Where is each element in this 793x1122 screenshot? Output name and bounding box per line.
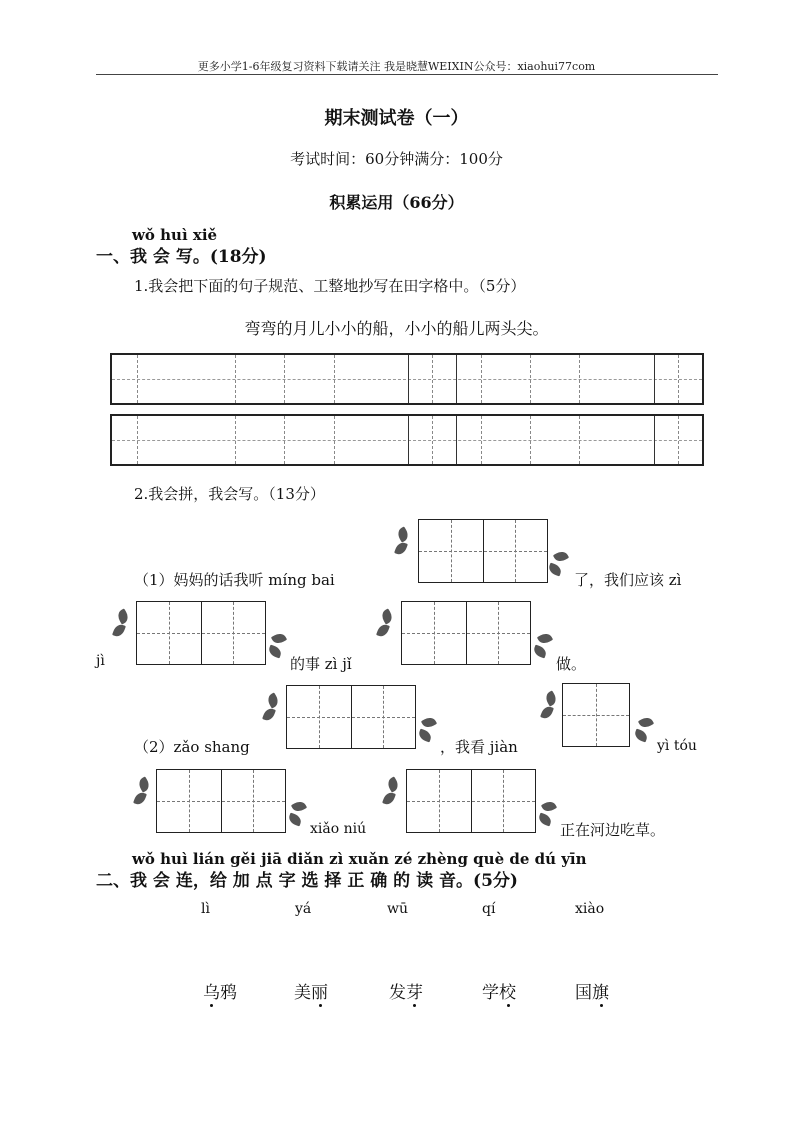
line2-text-a: jì — [96, 653, 105, 669]
question-1: 1.我会把下面的句子规范、工整地抄写在田字格中。（5分） — [134, 277, 526, 295]
leaf-icon — [417, 729, 433, 743]
line3-text-c: yì tóu — [657, 738, 697, 754]
reading-option[interactable]: qí — [482, 901, 496, 917]
line1-text-a: （1）妈妈的话我听 míng bai — [134, 571, 335, 589]
leaf-icon — [382, 791, 396, 807]
answer-box-yitou[interactable] — [156, 769, 286, 833]
line3-text-a: （2）zǎo shang — [134, 738, 250, 756]
leaf-icon — [537, 813, 553, 827]
answer-box-zaoshang[interactable] — [286, 685, 416, 749]
answer-box-xiaoniu[interactable] — [406, 769, 536, 833]
line4-text-a: xiǎo niú — [310, 821, 367, 837]
leaf-icon — [262, 707, 276, 723]
answer-box-mingbai[interactable] — [418, 519, 548, 583]
line2-text-b: 的事 zì jǐ — [290, 655, 352, 673]
leaf-icon — [540, 705, 554, 721]
answer-box-jian[interactable] — [562, 683, 630, 747]
leaf-icon — [112, 623, 126, 639]
leaf-icon — [553, 549, 569, 564]
leaf-icon — [376, 623, 390, 639]
exam-info: 考试时间：60分钟满分：100分 — [290, 150, 503, 168]
page-header: 更多小学1-6年级复习资料下载请关注 我是晓慧WEIXIN公众号：xiaohui77com — [197, 60, 596, 73]
emphasis-dot — [210, 1004, 213, 1007]
part1-heading: 一、我 会 写。(18分) — [96, 247, 267, 267]
page-title: 期末测试卷（一） — [324, 108, 469, 129]
leaf-icon — [265, 692, 280, 708]
header-rule — [96, 74, 718, 75]
answer-box-ji[interactable] — [136, 601, 266, 665]
leaf-icon — [394, 541, 408, 557]
leaf-icon — [133, 791, 147, 807]
leaf-icon — [136, 776, 151, 792]
word-item[interactable]: 学校 — [482, 983, 516, 1003]
word-item[interactable]: 国旗 — [575, 983, 609, 1003]
leaf-icon — [115, 608, 130, 624]
answer-box-ziji[interactable] — [401, 601, 531, 665]
leaf-icon — [379, 608, 394, 624]
writing-grid-row-2[interactable] — [110, 414, 704, 466]
word-item[interactable]: 美丽 — [294, 983, 328, 1003]
leaf-icon — [395, 526, 410, 542]
word-item[interactable]: 发芽 — [389, 983, 423, 1003]
emphasis-dot — [507, 1004, 510, 1007]
reading-option[interactable]: yá — [295, 901, 312, 917]
line4-text-b: 正在河边吃草。 — [560, 821, 666, 839]
copy-sentence: 弯弯的月儿小小的船，小小的船儿两头尖。 — [244, 319, 549, 338]
reading-option[interactable]: xiào — [575, 901, 605, 917]
line2-text-c: 做。 — [556, 655, 587, 673]
line3-text-b: ，我看 jiàn — [440, 738, 518, 756]
emphasis-dot — [319, 1004, 322, 1007]
leaf-icon — [267, 645, 283, 659]
word-item[interactable]: 乌鸦 — [203, 983, 237, 1003]
section-title: 积累运用（66分） — [329, 193, 464, 212]
emphasis-dot — [600, 1004, 603, 1007]
emphasis-dot — [413, 1004, 416, 1007]
part2-heading: 二、我 会 连，给 加 点 字 选 择 正 确 的 读 音。(5分) — [96, 871, 518, 891]
reading-option[interactable]: wū — [387, 901, 408, 917]
leaf-icon — [633, 729, 649, 743]
reading-option[interactable]: lì — [201, 901, 210, 917]
leaf-icon — [543, 690, 558, 706]
leaf-icon — [541, 799, 557, 814]
leaf-icon — [271, 631, 287, 646]
question-2: 2.我会拼，我会写。（13分） — [134, 485, 325, 503]
leaf-icon — [287, 813, 303, 827]
part1-pinyin: wǒ huì xiě — [132, 226, 218, 244]
leaf-icon — [385, 776, 400, 792]
leaf-icon — [638, 715, 654, 730]
leaf-icon — [421, 715, 437, 730]
line1-text-b: 了，我们应该 zì — [574, 571, 682, 589]
writing-grid-row-1[interactable] — [110, 353, 704, 405]
part2-pinyin: wǒ huì lián gěi jiā diǎn zì xuǎn zé zhèng què de dú yīn — [132, 850, 587, 868]
leaf-icon — [291, 799, 307, 814]
leaf-icon — [547, 563, 563, 577]
leaf-icon — [537, 631, 553, 646]
leaf-icon — [532, 645, 548, 659]
